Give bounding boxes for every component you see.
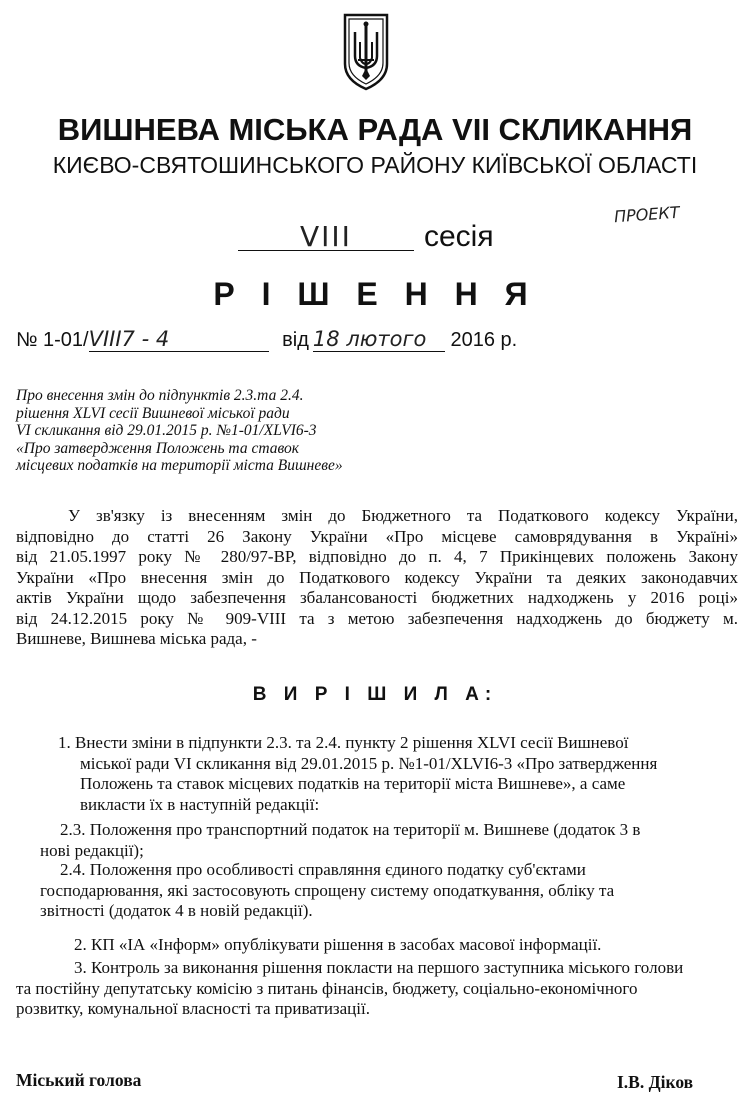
item-2: 2. КП «ІА «Інформ» опублікувати рішення в засобах масової інформації. xyxy=(74,935,602,954)
decision-date: 18 лютого xyxy=(313,327,445,352)
preamble-line: від 24.12.2015 року № 909-VIII та з метою забезпечення надходжень до бюджету м. xyxy=(16,608,738,628)
subject-line: Про внесення змін до підпунктів 2.3.та 2.4. xyxy=(16,387,304,404)
date-prefix: від xyxy=(282,329,309,351)
subject xyxy=(16,387,343,475)
subject-line: VI скликання від 29.01.2015 р. №1-01/XLVI6-3 xyxy=(16,422,317,439)
decision-number: VIII7 - 4 xyxy=(89,327,269,352)
preamble-line: У зв'язку із внесенням змін до Бюджетного та Податкового кодексу України, xyxy=(68,506,738,525)
item-line: 2.4. Положення про особливості справляння єдиного податку суб'єктами xyxy=(60,860,586,879)
subject-line: рішення XLVI сесії Вишневої міської ради xyxy=(16,404,290,422)
item-2-4 xyxy=(40,860,614,922)
item-line: Положень та ставок місцевих податків на території міста Вишневе», а саме xyxy=(80,774,626,793)
item-2-3 xyxy=(40,820,640,861)
item-line: нові редакції); xyxy=(40,840,144,860)
preamble-line: відповідно до статті 26 Закону України «Про місцеве самоврядування в Україні» xyxy=(16,526,738,546)
item-line: 2.3. Положення про транспортний податок на території м. Вишневе (додаток 3 в xyxy=(60,820,641,839)
draft-mark: ПРОЕКТ xyxy=(613,202,681,227)
subject-line: «Про затвердження Положень та ставок xyxy=(16,439,299,457)
item-line: викласти їх в наступній редакції: xyxy=(80,794,320,814)
preamble-line: від 21.05.1997 року № 280/97-ВР, відповідно до п. 4, 7 Прикінцевих положень Закону xyxy=(16,547,738,566)
item-3 xyxy=(16,958,683,1020)
session-number: VIII xyxy=(300,220,352,253)
preamble-line: Вишневе, Вишнева міська рада, - xyxy=(16,629,257,648)
document-title: Р І Ш Е Н Н Я xyxy=(213,276,537,312)
subject-line: місцевих податків на території міста Вишневе» xyxy=(16,457,343,474)
item-1 xyxy=(58,733,740,815)
item-line: господарювання, які застосовують спрощену систему оподаткування, обліку та xyxy=(40,880,615,900)
number-prefix: № 1-01/ xyxy=(16,329,89,351)
session-label: сесія xyxy=(424,220,494,253)
preamble xyxy=(16,506,738,650)
coat-of-arms-icon xyxy=(342,12,390,92)
item-line: звітності (додаток 4 в новій редакції). xyxy=(40,901,313,920)
district-name: КИЄВО-СВЯТОШИНСЬКОГО РАЙОНУ КИЇВСЬКОЇ ОБЛАСТІ xyxy=(52,152,698,178)
item-line: міської ради VI скликання від 29.01.2015 р. №1-01/XLVI6-3 «Про затвердження xyxy=(80,753,658,773)
decided-heading: В И Р І Ш И Л А: xyxy=(252,684,498,705)
item-line: та постійну депутатську комісію з питань фінансів, бюджету, соціально-економічного xyxy=(16,978,638,998)
item-line: 1. Внести зміни в підпункти 2.3. та 2.4. пункту 2 рішення XLVI сесії Вишневої xyxy=(58,733,629,752)
preamble-line: актів України щодо забезпечення збалансованості бюджетних надходжень у 2016 році» xyxy=(16,588,738,607)
decision-number-line xyxy=(16,327,517,352)
preamble-line: України «Про внесення змін до Податкового кодексу України та деяких законодавчих xyxy=(16,567,738,587)
signature-name: І.В. Діков xyxy=(617,1072,694,1092)
item-line: 3. Контроль за виконання рішення покласти на першого заступника міського голови xyxy=(74,958,684,977)
session-underline xyxy=(238,250,414,251)
council-name: ВИШНЕВА МІСЬКА РАДА VII СКЛИКАННЯ xyxy=(57,112,693,147)
signature-title: Міський голова xyxy=(16,1070,142,1090)
item-line: розвитку, комунальної власності та приватизації. xyxy=(16,999,370,1018)
decision-year: 2016 р. xyxy=(450,329,518,351)
